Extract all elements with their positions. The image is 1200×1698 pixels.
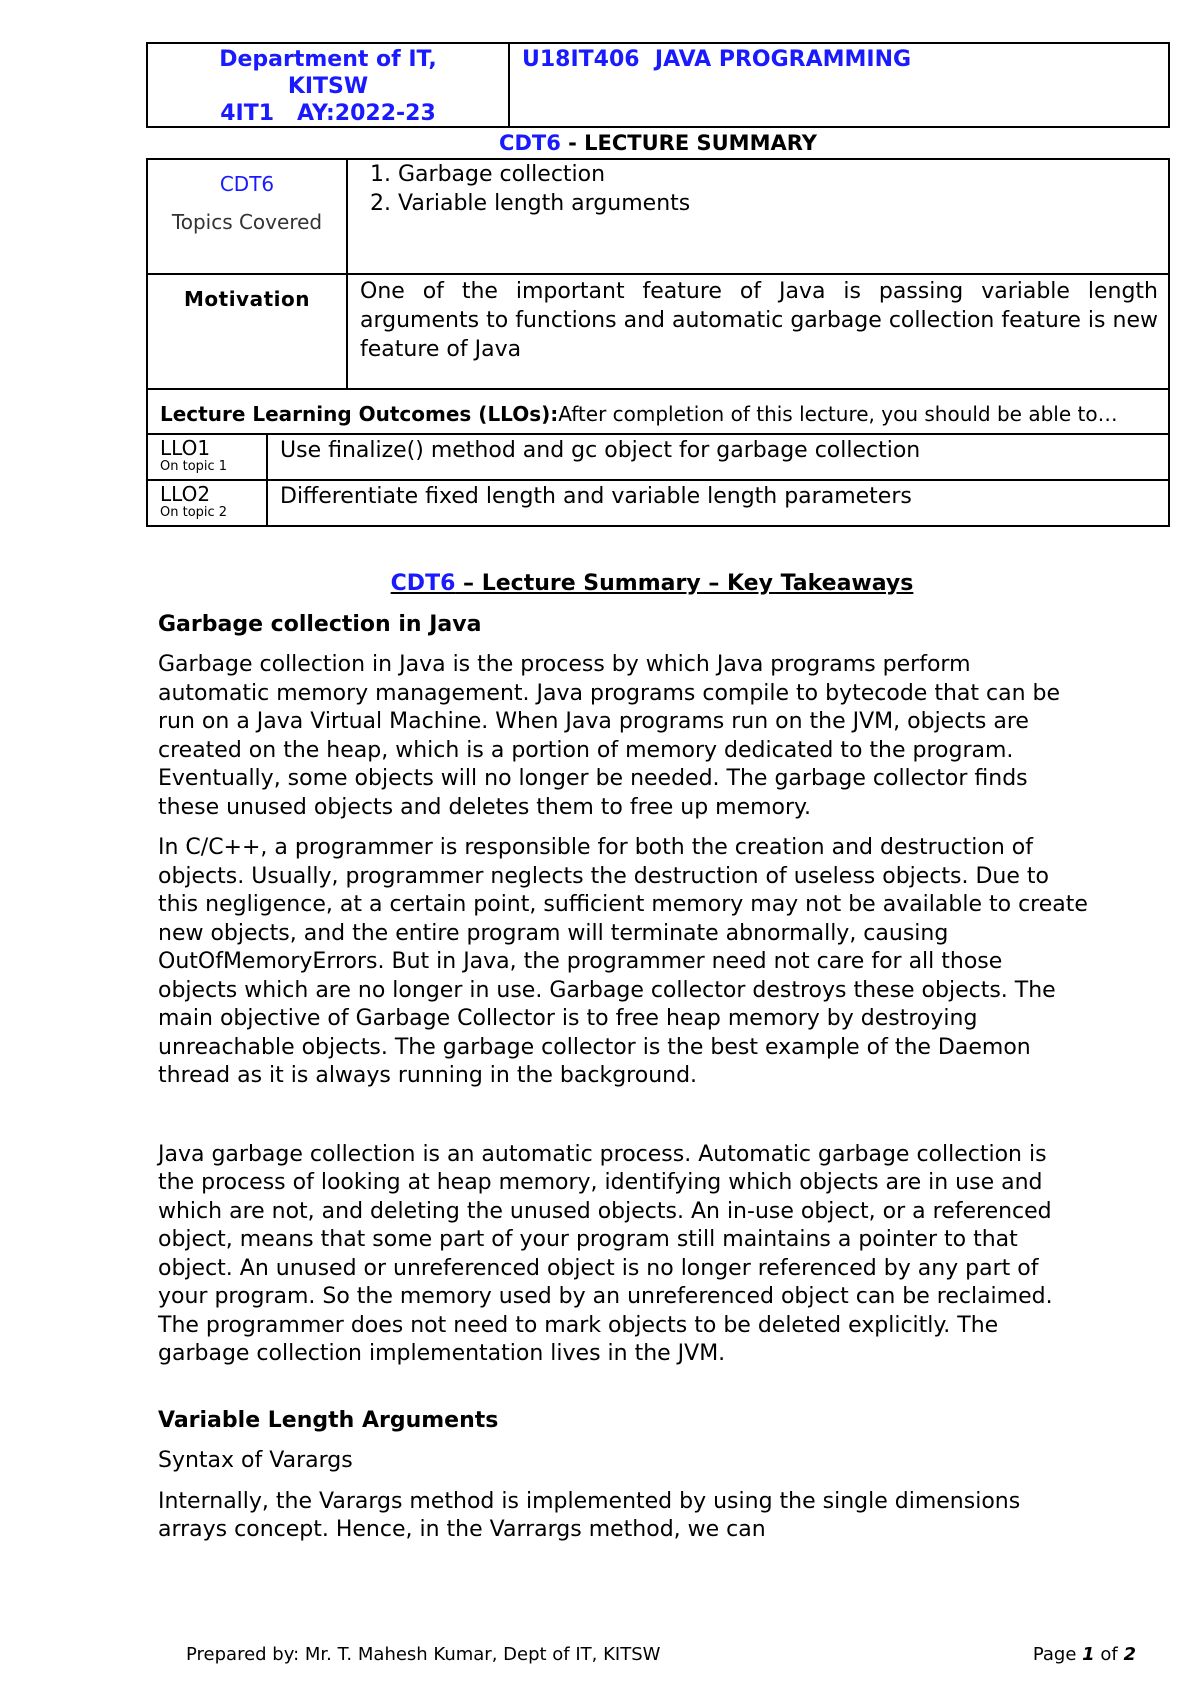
topics-code: CDT6 [219,172,275,196]
prepared-by: Prepared by: Mr. T. Mahesh Kumar, Dept of IT, KITSW [186,1644,661,1665]
lecture-summary-table [146,158,1170,527]
topic-item: 2. Variable length arguments [398,189,1158,218]
llo-id: LLO1 [160,436,211,460]
llo-row [148,433,1168,479]
paragraph: Garbage collection in Java is the process by which Java programs perform automatic memory management. Java programs compile to bytecode that can be run on a Java Virtual Machine. When Java programs run on the JVM, objects are created on the heap, which is a portion of memory dedicated to the program. Eventually, some objects will no longer be needed. The garbage collector finds these unused objects and deletes them to free up memory. [158,652,1061,820]
paragraph: Internally, the Varargs method is implemented by using the single dimensions arrays concept. Hence, in the Varrargs method, we can [158,1488,1021,1542]
topics-list [360,160,1158,218]
llo-heading-label: Lecture Learning Outcomes (LLOs): [160,402,559,426]
llo-row [148,479,1168,525]
department-cell [148,44,510,126]
llo-section [148,390,1168,525]
topics-cell [348,160,1168,273]
llo-id: LLO2 [160,482,211,506]
llo-topic-ref: On topic 1 [160,459,228,474]
topics-row [148,160,1168,275]
motivation-label: Motivation [184,287,310,311]
llo-text: Differentiate fixed length and variable length parameters [280,484,912,509]
summary-title-text: - LECTURE SUMMARY [560,131,817,155]
lecture-summary-title [146,130,1170,156]
current-page: 1 [1082,1644,1095,1665]
llo-topic-ref: On topic 2 [160,505,228,520]
motivation-text: One of the important feature of Java is passing variable length arguments to functions and automatic garbage collection feature is new feature of Java [360,279,1158,362]
takeaways-title [146,570,1158,599]
llo-id-cell [148,481,268,525]
llo-heading-text: After completion of this lecture, you should be able to… [558,402,1118,426]
page-footer [186,1644,1136,1665]
motivation-row [148,275,1168,390]
summary-code: CDT6 [499,131,561,155]
topic-item: 1. Garbage collection [398,160,1158,189]
llo-id-cell [148,435,268,479]
paragraph: In C/C++, a programmer is responsible for both the creation and destruction of objects. Usually, programmer neglects the destruction of useless objects. Due to this negligence, at a certain point, sufficient memory may not be available to create new objects, and the entire program will terminate abnormally, causing OutOfMemoryErrors. But in Java, the programmer need not care for all those objects which are no longer in use. Garbage collector destroys these objects. The main objective of Garbage Collector is to free heap memory by destroying unreachable objects. The garbage collector is the best example of the Daemon thread as it is always running in the background. [158,835,1088,1088]
of-label: of [1094,1644,1124,1665]
paragraph: Java garbage collection is an automatic process. Automatic garbage collection is the process of looking at heap memory, identifying which objects are in use and which are not, and deleting the unused objects. An in-use object, or a referenced object, means that some part of your program still maintains a pointer to that object. An unused or unreferenced object is no longer referenced by any part of your program. So the memory used by an unreferenced object can be reclaimed. The programmer does not need to mark objects to be deleted explicitly. The garbage collection implementation lives in the JVM. [158,1141,1053,1366]
paragraph: Syntax of Varargs [158,1448,353,1473]
page-label: Page [1032,1644,1083,1665]
topics-label: Topics Covered [171,210,323,234]
academic-year: 4IT1 AY:2022-23 [220,101,436,126]
institute-name: KITSW [287,74,369,99]
topics-label-cell [148,160,348,273]
llo-heading [148,390,1168,433]
header-table [146,42,1170,128]
key-takeaways [158,570,1088,1557]
llo-text: Use finalize() method and gc object for garbage collection [280,438,921,463]
course-title: U18IT406 JAVA PROGRAMMING [522,47,912,72]
department-name: Department of IT, [219,47,437,72]
section-heading: Garbage collection in Java [158,611,482,637]
page-number [1033,1644,1136,1665]
motivation-label-cell [148,275,348,388]
takeaways-code: CDT6 [390,571,456,596]
takeaways-title-text: – Lecture Summary – Key Takeaways [455,571,914,596]
total-pages: 2 [1123,1644,1136,1665]
section-heading: Variable Length Arguments [158,1407,499,1433]
